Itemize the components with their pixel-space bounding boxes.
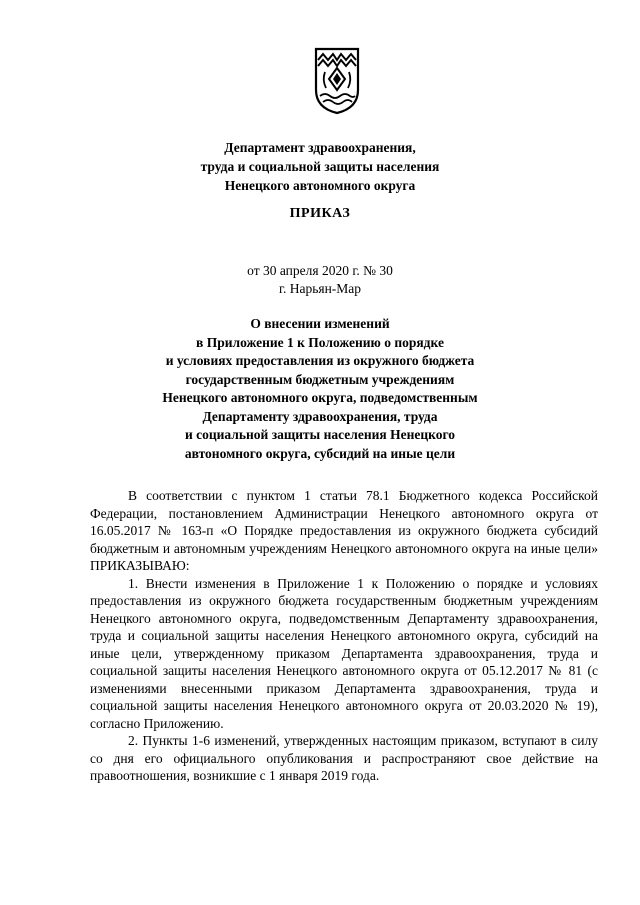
clause-1-paragraph: 1. Внести изменения в Приложение 1 к Положению о порядке и условиях предоставления из окружного бюджета государственным бюджетным учреждениям Ненецкого автономного округа, подведомственным Департаменту здравоохранения, труда и социальной защиты населения Ненецкого автономного округа, субсидий на иные цели, утвержденному приказом Департамента здравоохранения, труда и социальной защиты населения Ненецкого автономного округа от 05.12.2017 № 81 (с изменениями внесенными приказом Департамента здравоохранения, труда и социальной защиты населения Ненецкого автономного округа от 20.03.2020 № 19), согласно Приложению. xyxy=(90,575,598,731)
subject-line: Ненецкого автономного округа, подведомственным xyxy=(162,390,478,405)
department-line: Ненецкого автономного округа xyxy=(224,178,416,193)
subject-line: и социальной защиты населения Ненецкого xyxy=(184,427,456,442)
preamble-paragraph: В соответствии с пунктом 1 статьи 78.1 Бюджетного кодекса Российской Федерации, постановлением Администрации Ненецкого автономного округа от 16.05.2017 № 163-п «О Порядке предоставления из окружного бюджета субсидий бюджетным и автономным учреждениям Ненецкого автономного округа на иные цели» ПРИКАЗЫВАЮ: xyxy=(90,488,598,573)
subject-line: в Приложение 1 к Положению о порядке xyxy=(196,334,444,350)
subject-line: автономного округа, субсидий на иные цели xyxy=(184,445,456,461)
order-city: г. Нарьян-Мар xyxy=(278,281,362,296)
subject-line: Департаменту здравоохранения, труда xyxy=(202,408,438,424)
subject-line: и условиях предоставления из окружного бюджета xyxy=(165,353,475,368)
clause-2-paragraph: 2. Пункты 1-6 изменений, утвержденных настоящим приказом, вступают в силу со дня его официального опубликования и распространяют свое действие на правоотношения, возникшие с 1 января 2019 года. xyxy=(90,733,598,783)
order-date-number: от 30 апреля 2020 г. № 30 xyxy=(247,263,393,278)
subject-line: государственным бюджетным учреждениям xyxy=(185,371,455,387)
order-subject xyxy=(0,315,640,463)
date-and-place xyxy=(0,262,640,298)
document-type-title: ПРИКАЗ xyxy=(289,206,351,221)
order-body xyxy=(90,487,598,785)
nenets-coat-of-arms-icon xyxy=(313,46,361,116)
subject-line: О внесении изменений xyxy=(250,316,390,331)
department-line: труда и социальной защиты населения xyxy=(200,159,440,174)
department-name xyxy=(0,138,640,195)
department-line: Департамент здравоохранения, xyxy=(224,140,416,155)
